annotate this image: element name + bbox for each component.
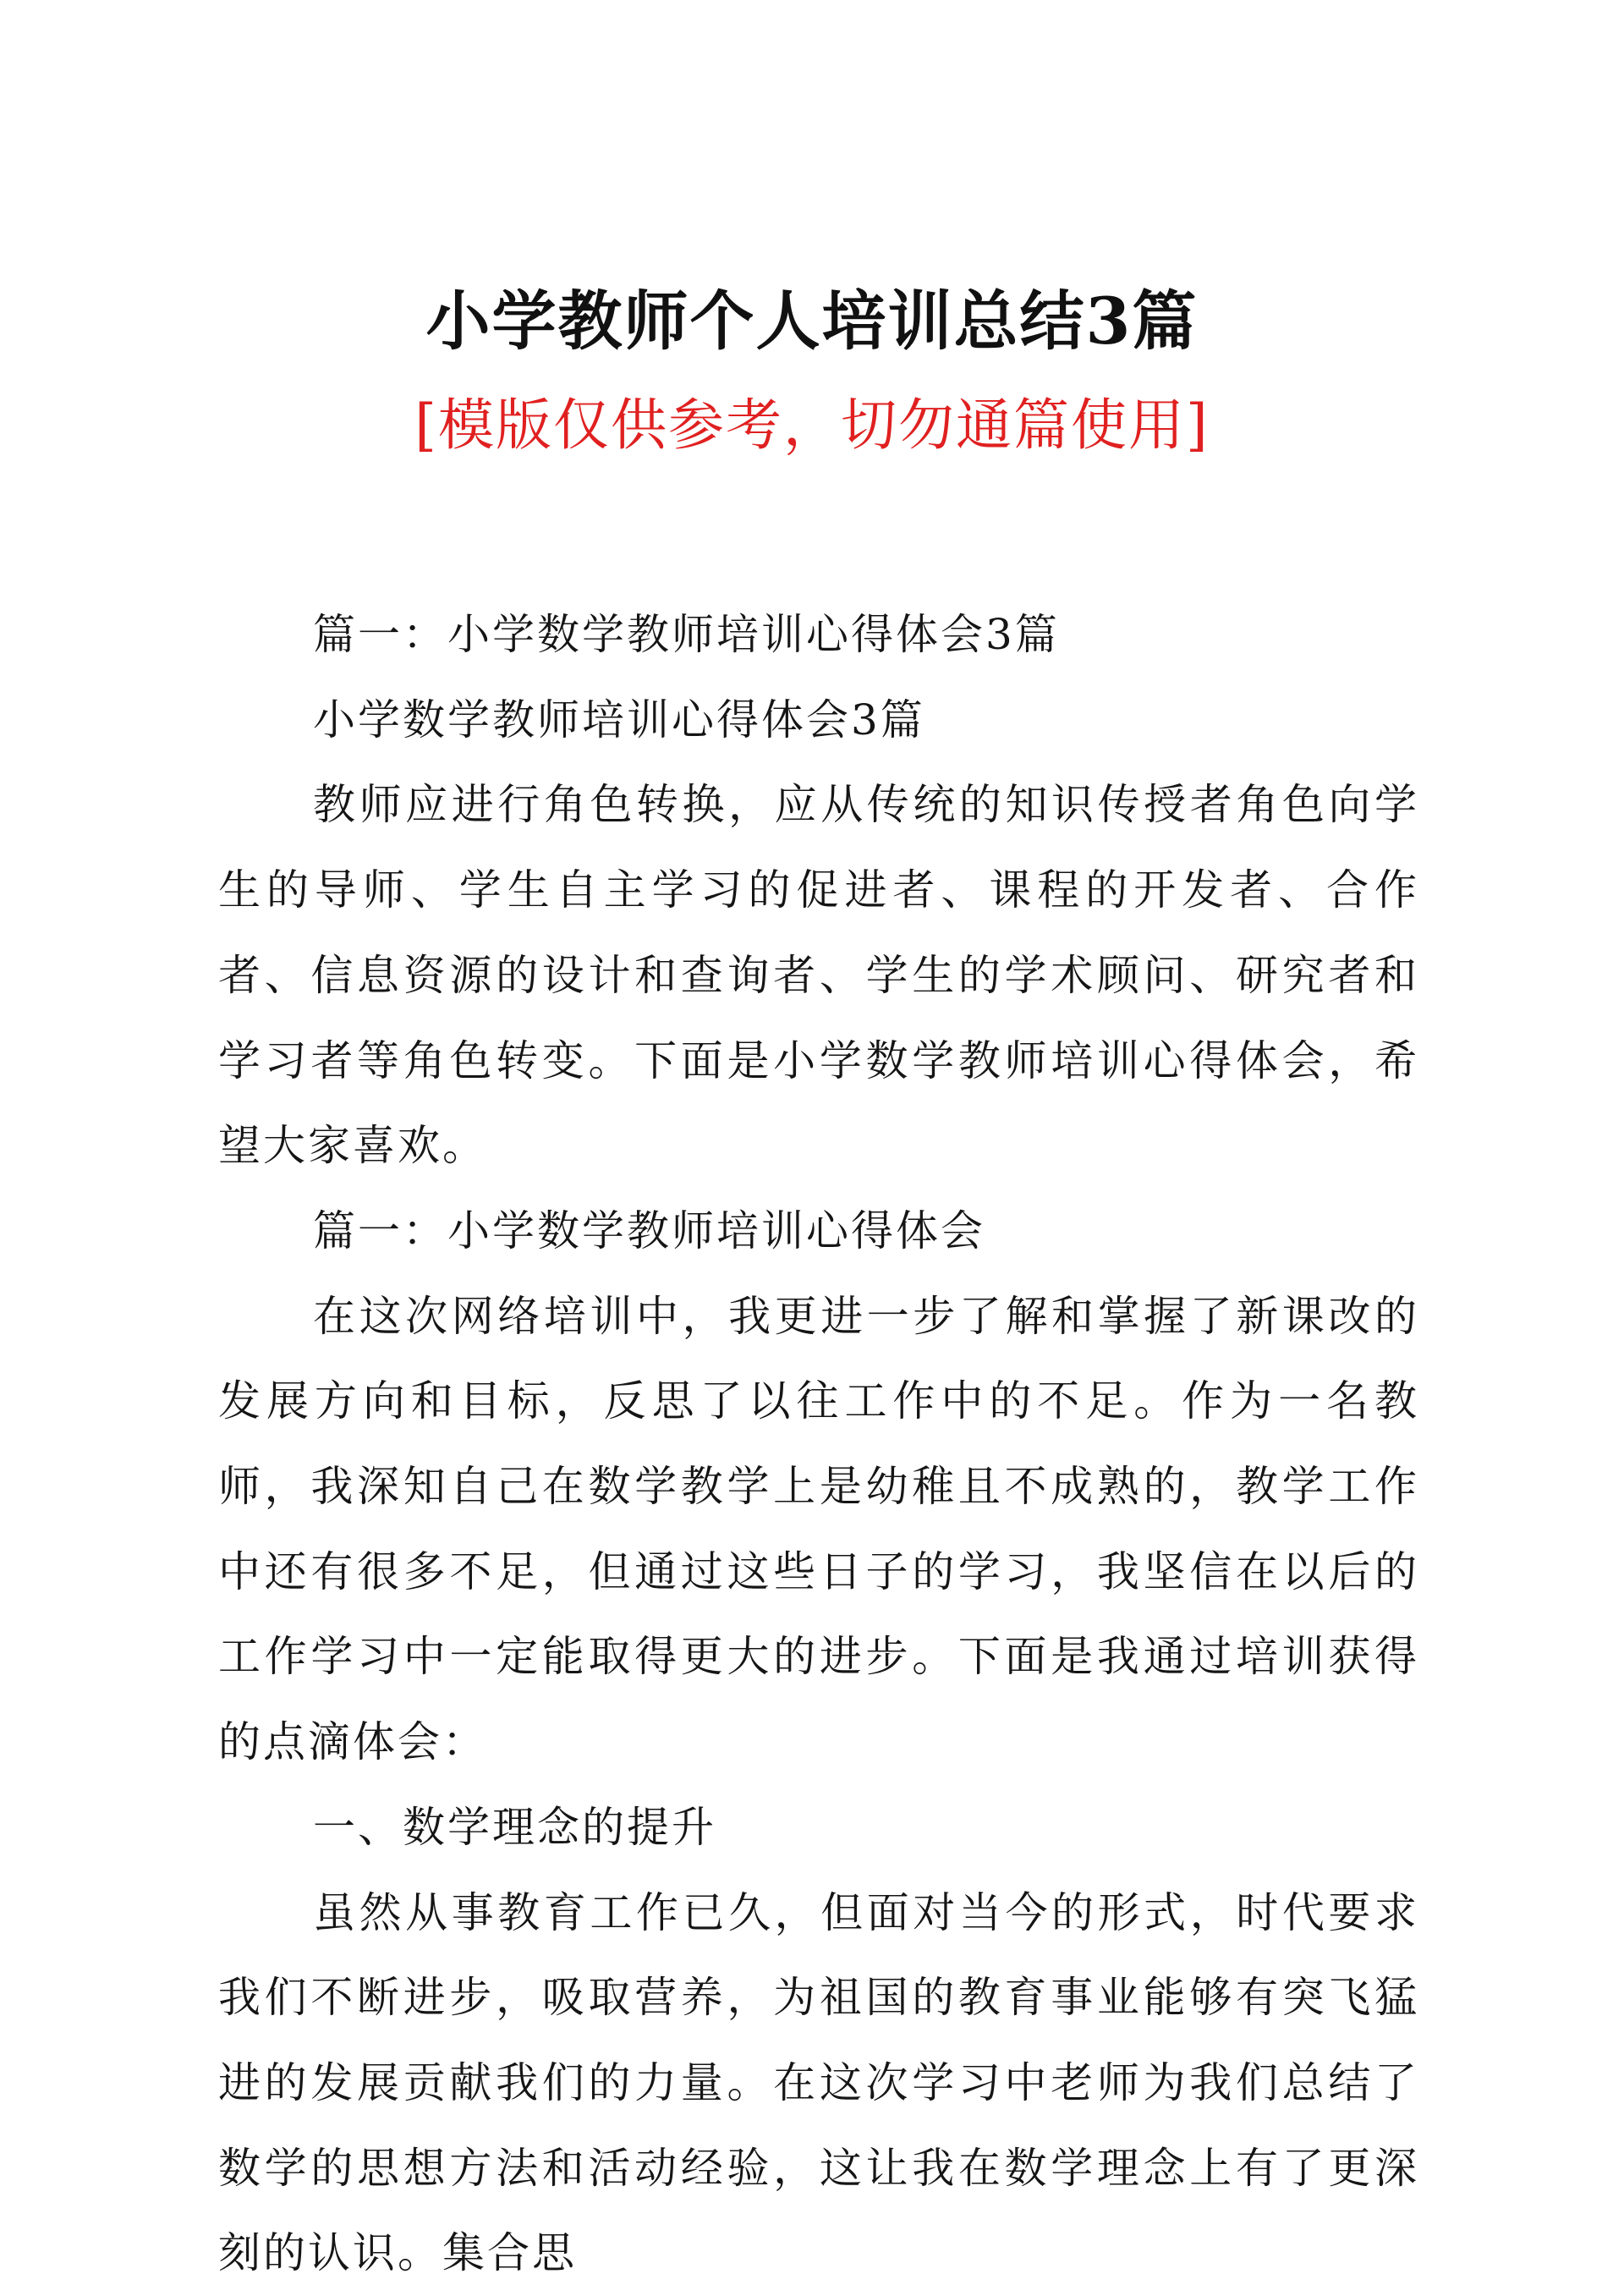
document-title: 小学教师个人培训总结3篇 [425, 283, 1199, 359]
body-paragraph: 在这次网络培训中，我更进一步了解和掌握了新课改的发展方向和目标，反思了以往工作中的不足。作为一名教师，我深知自己在数学教学上是幼稚且不成熟的，教学工作中还有很多不足，但通过这些日子的学习，我坚信在以后的工作学习中一定能取得更大的进步。下面是我通过培训获得的点滴体会： [218, 1291, 1419, 1767]
body-paragraph: 虽然从事教育工作已久，但面对当今的形式，时代要求我们不断进步，吸取营养，为祖国的教育事业能够有突飞猛进的发展贡献我们的力量。在这次学习中老师为我们总结了数学的思想方法和活动经验，这让我在数学理念上有了更深刻的认识。集合思 [218, 1887, 1419, 2278]
subsection-heading: 一、数学理念的提升 [313, 1802, 716, 1852]
section-heading: 篇一：小学数学教师培训心得体会3篇 [313, 610, 1060, 659]
section-heading: 篇一：小学数学教师培训心得体会 [313, 1206, 985, 1255]
body-paragraph: 教师应进行角色转换，应从传统的知识传授者角色向学生的导师、学生自主学习的促进者、课程的开发者、合作者、信息资源的设计和查询者、学生的学术顾问、研究者和学习者等角色转变。下面是小学数学教师培训心得体会，希望大家喜欢。 [218, 780, 1419, 1171]
document-body [218, 592, 1419, 2296]
article-heading: 小学数学教师培训心得体会3篇 [313, 695, 925, 744]
document-subtitle: [模版仅供参考，切勿通篇使用] [414, 393, 1210, 458]
